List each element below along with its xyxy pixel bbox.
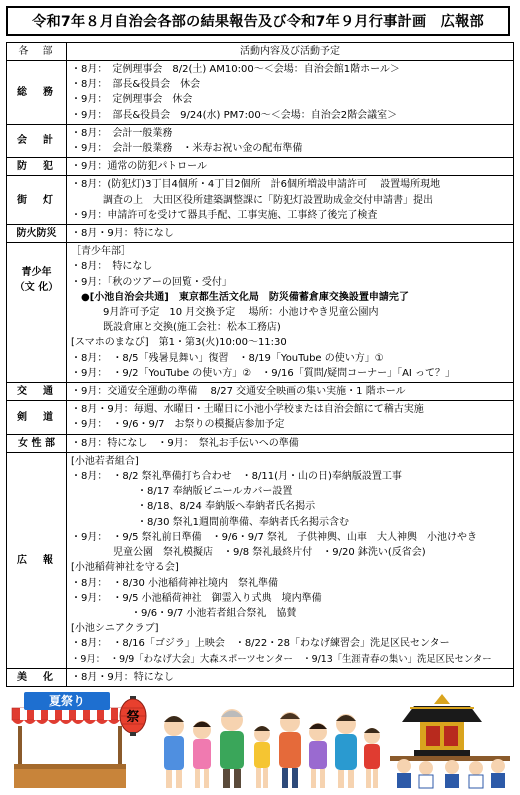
table-row-bokabosai	[7, 225, 514, 243]
activity-line: ・8月・9月：特になし	[71, 671, 174, 683]
festival-stall-icon	[12, 708, 130, 788]
activity-line: ・9月：通常の防犯パトロール	[71, 161, 207, 173]
activity-line: 9月許可予定 10 月交換予定 場所：小池けやき児童公園内	[103, 307, 379, 319]
mikoshi-icon	[390, 694, 510, 788]
activity-line: ・9月：申請許可を受けて器具手配、工事実施、工事終了後完了検査	[71, 209, 378, 221]
activity-cell	[67, 225, 514, 243]
activity-line: ・8月： ・8/2 祭礼準備打ち合わせ ・8/11(月・山の日)奉納版設置工事	[71, 471, 402, 483]
activity-line: ・8月・9月：毎週、水曜日・土曜日に小池小学校または自治会館にて稽古実施	[71, 404, 424, 416]
dept-label: 総 務	[7, 61, 67, 125]
table-row-gaito	[7, 176, 514, 225]
dept-label: 防 犯	[7, 158, 67, 176]
dept-label: 街 灯	[7, 176, 67, 225]
activity-line: [小池若者組合]	[71, 455, 139, 467]
activity-line: ・8月： 部長&役員会 休会	[71, 79, 201, 91]
summer-festival-illustration	[6, 688, 514, 792]
table-row-kaikei	[7, 124, 514, 157]
table-row-kotsu	[7, 383, 514, 401]
table-header-row	[7, 43, 514, 61]
activity-cell	[67, 176, 514, 225]
table-row-koho	[7, 452, 514, 668]
festival-banner	[24, 692, 110, 710]
activity-cell	[67, 61, 514, 125]
table-row-bohan	[7, 158, 514, 176]
activity-cell	[67, 383, 514, 401]
activity-line: ・8月： 特になし	[71, 261, 153, 273]
activity-line: 調査の上 大田区役所建築調整課に「防犯灯設置助成金交付申請書」提出	[103, 194, 433, 206]
lantern-icon	[120, 696, 146, 736]
activity-line: ●[小池自治会共通] 東京都生活文化局 防災備蓄倉庫交換設置申請完了	[81, 291, 409, 303]
activity-line: ・8月： ・8/30 小池稲荷神社境内 祭礼準備	[71, 577, 278, 589]
dept-label: 広 報	[7, 452, 67, 668]
table-row-kendo	[7, 401, 514, 434]
dept-label	[7, 243, 67, 383]
activity-line: ・8月：特になし ・9月： 祭礼お手伝いへの準備	[71, 437, 299, 449]
dept-label: 女 性 部	[7, 434, 67, 452]
activity-line: ・9月： ・9/5 祭礼前日準備 ・9/6・9/7 祭礼 子供神輿、山車 大人神輿 小池けやき	[71, 531, 478, 543]
activity-line: ・9月： 部長&役員会 9/24(水) PM7:00～＜会場：自治会2階会議室＞	[71, 109, 398, 121]
activity-line: [小池稲荷神社を守る会]	[71, 562, 179, 574]
activity-line: ・8月： 会計一般業務	[71, 127, 173, 139]
activity-line: [小池シニアクラブ]	[71, 623, 159, 635]
activity-line: ・8月： ・8/16「ゴジラ」上映会 ・8/22・28「わなげ練習会」洗足区民センター	[71, 638, 450, 650]
activity-line: ・9月： ・9/9「わなげ大会」大森スポーツセンター ・9/13「生涯青春の集い」洗足区民センター	[71, 653, 492, 665]
dept-label: 会 計	[7, 124, 67, 157]
activity-line: ・9月： ・9/2「YouTube の使い方」② ・9/16「質問/疑問コーナー」「AI って？」	[71, 367, 456, 379]
table-row-joseibu	[7, 434, 514, 452]
activity-cell	[67, 124, 514, 157]
family-icon	[164, 709, 380, 788]
activity-line: ・8月： 定例理事会 8/2(土) AM10:00～＜会場：自治会館1階ホール＞	[71, 64, 400, 75]
activity-line: 既設倉庫と交換(施工会社：松本工務店)	[103, 322, 281, 334]
header-department: 各 部	[7, 43, 67, 61]
activity-line: [スマホのまなび] 第1・第3(火)10:00～11:30	[71, 337, 287, 349]
banner-text: 夏祭り	[48, 694, 86, 708]
table-row-seishonen	[7, 243, 514, 383]
dept-label: 交 通	[7, 383, 67, 401]
activity-line: 児童公園 祭礼模擬店 ・9/8 祭礼最終片付 ・9/20 鉢洗い(反省会)	[113, 547, 426, 559]
activity-line: ・8/17 奉納版ビニールカバー設置	[137, 486, 293, 498]
report-table	[6, 42, 514, 687]
activity-line: ［青少年部］	[71, 246, 131, 258]
activity-cell	[67, 158, 514, 176]
activity-cell	[67, 243, 514, 383]
table-row-bika	[7, 668, 514, 686]
header-activity: 活動内容及び活動予定	[67, 43, 514, 61]
lantern-text: 祭	[126, 710, 140, 725]
dept-label: 剣 道	[7, 401, 67, 434]
activity-cell	[67, 668, 514, 686]
activity-line: ・9月：「秋のツアーの回覧・受付」	[71, 276, 232, 288]
activity-line: ・9月： 定例理事会 休会	[71, 94, 193, 106]
table-row-somu	[7, 61, 514, 125]
activity-cell	[67, 452, 514, 668]
activity-cell	[67, 434, 514, 452]
dept-label-text: 青少年 （文 化）	[14, 267, 59, 294]
activity-line: ・9月： ・9/6・9/7 お祭りの模擬店参加予定	[71, 419, 285, 431]
activity-line: ・9月：交通安全運動の準備 8/27 交通安全映画の集い実施・1 階ホール	[71, 386, 406, 398]
activity-line: ・8月：(防犯灯)3丁目4個所・4丁目2個所 計6個所増設申請許可 設置場所現地	[71, 179, 441, 191]
activity-line: ・9月： 会計一般業務 ・米寿お祝い金の配布準備	[71, 143, 303, 155]
page-title: 令和7年８月自治会各部の結果報告及び令和7年９月行事計画 広報部	[6, 6, 510, 36]
dept-label: 美 化	[7, 668, 67, 686]
activity-line: ・9/6・9/7 小池若者組合祭礼 協賛	[131, 607, 297, 619]
activity-cell	[67, 401, 514, 434]
activity-line: ・8/30 祭礼1週間前準備、奉納者氏名掲示含む	[137, 516, 349, 528]
dept-label: 防火防災	[7, 225, 67, 243]
activity-line: ・8/18、8/24 奉納版へ奉納者氏名掲示	[137, 501, 316, 513]
activity-line: ・8月・9月：特になし	[71, 228, 174, 240]
activity-line: ・9月： ・9/5 小池稲荷神社 御霊入り式典 境内準備	[71, 592, 322, 604]
activity-line: ・8月： ・8/5「残暑見舞い」復習 ・8/19「YouTube の使い方」①	[71, 352, 384, 364]
